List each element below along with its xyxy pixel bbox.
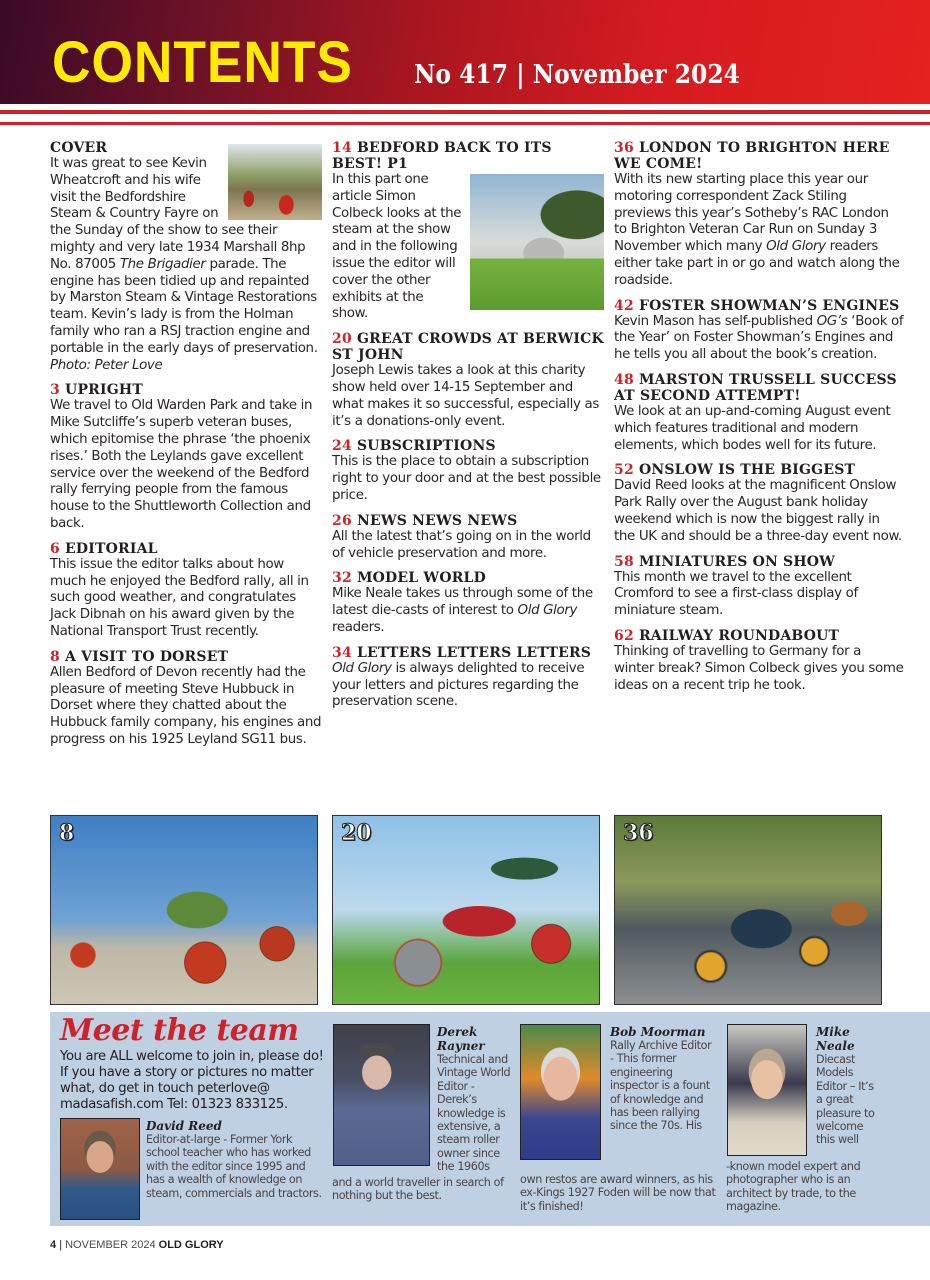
page-number: 20 xyxy=(332,331,352,348)
contents-entry-bedford[interactable] xyxy=(332,140,604,323)
photo-page-label: 8 xyxy=(59,820,75,846)
entry-heading xyxy=(614,462,904,478)
page-number: 26 xyxy=(332,512,352,529)
entry-heading xyxy=(332,513,604,529)
contents-entry-subscriptions[interactable] xyxy=(332,438,604,504)
contents-column-1 xyxy=(50,140,322,757)
avatar-mike-neale xyxy=(727,1024,807,1156)
entry-text: readers either take part in or go and watch along the roadside. xyxy=(614,239,900,288)
contents-entry-miniatures[interactable] xyxy=(614,554,904,620)
entry-text: parade. The engine has been tidied up and repainted by Marston Steam & Vintage Restorations team. Kevin’s lady is from the Holman family who ran a RSJ traction engine and portable in the early days of preservation. xyxy=(50,256,318,356)
steam-roller-thumbnail xyxy=(470,174,604,310)
entry-body xyxy=(332,586,604,636)
member-name: Bob Moorman xyxy=(610,1025,706,1039)
issue-label: No 417 | November 2024 xyxy=(414,60,740,90)
entry-title: NEWS NEWS NEWS xyxy=(356,512,518,529)
contents-entry-railway[interactable] xyxy=(614,628,904,694)
entry-title: SUBSCRIPTIONS xyxy=(356,438,496,455)
entry-text: ‘Book of the Year’ on Foster Showman’s Engines and he tells you all about the book’s creation. xyxy=(614,313,904,363)
entry-text: Mike Neale takes us through some of the latest die-casts of interest to xyxy=(332,586,593,619)
contents-entry-upright[interactable] xyxy=(50,382,322,532)
photo-steam-roller[interactable] xyxy=(332,815,600,1005)
entry-heading xyxy=(332,645,604,661)
team-heading: Meet the team xyxy=(60,1013,299,1048)
entry-body: We look at an up-and-coming August event which features traditional and modern elements, which bodes well for its future. xyxy=(614,403,891,453)
member-name: Derek Rayner xyxy=(437,1025,485,1053)
page-number: 52 xyxy=(614,462,634,479)
entry-body: All the latest that’s going on in the world of vehicle preservation and more. xyxy=(332,528,591,561)
entry-title: EDITORIAL xyxy=(65,540,158,557)
contents-entry-news[interactable] xyxy=(332,513,604,563)
entry-text-italic: Old Glory xyxy=(332,660,392,676)
photo-page-label: 36 xyxy=(623,820,654,846)
contents-entry-cover[interactable] xyxy=(50,140,322,374)
footer-separator: | xyxy=(59,1239,63,1251)
member-bio-continued: -known model expert and photographer who is an architect by trade, to the magazine. xyxy=(726,1160,861,1214)
entry-title: FOSTER SHOWMAN’S ENGINES xyxy=(638,297,900,314)
footer-page-number: 4 xyxy=(50,1239,57,1251)
entry-title: GREAT CROWDS AT BERWICK ST JOHN xyxy=(332,331,604,364)
entry-text: readers. xyxy=(332,619,385,635)
entry-text-italic: Old Glory xyxy=(517,603,578,619)
entry-body: We travel to Old Warden Park and take in Mike Sutcliffe’s superb veteran buses, which epitomise the phrase ‘the phoenix rises.’ Both the Leylands gave excellent service over the weekend of the Bedford rally ferrying people from the famous house to the Shuttleworth Collection and back. xyxy=(50,398,313,531)
member-name: Mike Neale xyxy=(816,1025,855,1053)
contents-column-3 xyxy=(614,140,904,702)
entry-body xyxy=(614,314,904,364)
entry-title: MINIATURES ON SHOW xyxy=(638,553,836,570)
page-number: 6 xyxy=(50,540,60,557)
contents-entry-marston[interactable] xyxy=(614,372,904,454)
team-intro: You are ALL welcome to join in, please do! If you have a story or pictures no matter what, do get in touch peterlove@ madasafish.com Tel: 01323 833125. xyxy=(60,1049,324,1112)
page-number: 8 xyxy=(50,648,60,665)
entry-title: MODEL WORLD xyxy=(356,570,486,587)
entry-heading xyxy=(50,541,322,557)
header-banner xyxy=(0,0,930,104)
contents-entry-berwick[interactable] xyxy=(332,331,604,430)
photo-veteran-car[interactable] xyxy=(614,815,882,1005)
contents-entry-dorset[interactable] xyxy=(50,649,322,749)
member-bio-continued: and a world traveller in search of nothing but the best. xyxy=(332,1176,504,1203)
entry-heading xyxy=(332,140,604,172)
photo-page-label: 20 xyxy=(341,820,372,846)
member-bio: Editor-at-large - Former York school teacher who has worked with the editor since 1995 and has a wealth of knowledge on steam, commercials and tractors. xyxy=(146,1133,322,1200)
contents-entry-letters[interactable] xyxy=(332,645,604,711)
entry-body xyxy=(614,172,904,290)
page-number: 24 xyxy=(332,438,352,455)
entry-title: RAILWAY ROUNDABOUT xyxy=(638,627,840,644)
cover-engine-thumbnail xyxy=(228,144,322,220)
entry-title: MARSTON TRUSSELL SUCCESS AT SECOND ATTEMPT! xyxy=(614,371,897,404)
page-number: 42 xyxy=(614,297,634,314)
entry-title: LONDON TO BRIGHTON HERE WE COME! xyxy=(614,140,890,172)
entry-heading xyxy=(50,382,322,398)
entry-heading xyxy=(332,331,604,363)
page-title: CONTENTS xyxy=(52,30,353,95)
avatar-derek-rayner xyxy=(333,1024,430,1166)
contents-column-2 xyxy=(332,140,604,719)
entry-body: Thinking of travelling to Germany for a winter break? Simon Colbeck gives you some ideas on a recent trip he took. xyxy=(614,643,904,693)
meet-the-team-panel xyxy=(50,1012,930,1226)
page-number: 32 xyxy=(332,570,352,587)
page-number: 62 xyxy=(614,627,634,644)
header-divider-bottom xyxy=(0,122,930,125)
entry-body: This month we travel to the excellent Cromford to see a first-class display of miniature steam. xyxy=(614,569,858,619)
page-number: 58 xyxy=(614,553,634,570)
entry-heading xyxy=(50,649,322,665)
footer-magazine-name: OLD GLORY xyxy=(158,1239,224,1251)
photo-credit: Photo: Peter Love xyxy=(50,357,163,373)
entry-body: This is the place to obtain a subscription right to your door and at the best possible price. xyxy=(332,454,601,503)
entry-title: UPRIGHT xyxy=(65,382,143,399)
entry-heading xyxy=(614,628,904,644)
entry-body: David Reed looks at the magnificent Onslow Park Rally over the August bank holiday weekend which is now the biggest rally in the UK and should be a three-day event now. xyxy=(614,478,902,544)
page-number: 3 xyxy=(50,382,60,399)
entry-body: Joseph Lewis takes a look at this charity show held over 14-15 September and what makes it so successful, especially as it’s a donations-only event. xyxy=(332,363,599,429)
entry-text: It was great to see Kevin Wheatcroft and his wife visit the Bedfordshire Steam & Country Fayre on the Sunday of the show to see their mighty and very late 1934 Marshall 8hp No. 87005 xyxy=(50,156,306,272)
entry-text: Kevin Mason has self-published xyxy=(614,313,817,329)
entry-title: LETTERS LETTERS LETTERS xyxy=(356,644,592,661)
member-bio-continued: own restos are award winners, as his ex-Kings 1927 Foden will be now that it’s finished! xyxy=(520,1173,716,1213)
entry-body: Allen Bedford of Devon recently had the pleasure of meeting Steve Hubbuck in Dorset where they chatted about the Hubbuck family company, his engines and progress on his 1925 Leyland SG11 bus. xyxy=(50,664,322,747)
entry-title: COVER xyxy=(50,140,108,156)
entry-text: is always delighted to receive your letters and pictures regarding the preservation scene. xyxy=(332,660,585,710)
entry-text: In this part one article Simon Colbeck looks at the steam at the show and in the following issue the editor will cover the other exhibits at the show. xyxy=(332,172,462,322)
entry-heading xyxy=(614,298,904,314)
entry-text: With its new starting place this year our motoring correspondent Zack Stiling previews this year’s Sotheby’s RAC London to Brighton Veteran Car Run on Sunday 3 November which many xyxy=(614,172,889,255)
avatar-bob-moorman xyxy=(520,1024,601,1160)
header-divider-top xyxy=(0,110,930,114)
entry-title: A VISIT TO DORSET xyxy=(65,648,229,665)
member-bio: Rally Archive Editor - This former engineering inspector is a fount of knowledge and has been rallying since the 70s. His xyxy=(610,1039,712,1133)
member-bio: Technical and Vintage World Editor - Derek’s knowledge is extensive, a steam roller owner since the 1960s xyxy=(437,1053,511,1174)
entry-text-italic: The Brigadier xyxy=(119,256,206,272)
page-number: 14 xyxy=(332,140,352,156)
contents-entry-onslow[interactable] xyxy=(614,462,904,545)
entry-heading xyxy=(332,570,604,586)
page-footer xyxy=(50,1239,224,1251)
member-bio: Diecast Models Editor – It’s a great pleasure to welcome this well xyxy=(816,1053,875,1147)
entry-text-italic: Old Glory xyxy=(766,239,826,255)
page-number: 48 xyxy=(614,371,634,388)
entry-body xyxy=(332,661,604,711)
entry-title: BEDFORD BACK TO ITS BEST! P1 xyxy=(332,140,552,172)
contents-entry-editorial[interactable] xyxy=(50,541,322,641)
entry-body xyxy=(50,156,322,374)
entry-heading xyxy=(614,140,904,172)
contents-entry-london-brighton[interactable] xyxy=(614,140,904,290)
entry-body xyxy=(332,172,604,323)
footer-date: NOVEMBER 2024 xyxy=(65,1239,156,1251)
contents-entry-model-world[interactable] xyxy=(332,570,604,636)
entry-heading xyxy=(332,438,604,454)
page-number: 34 xyxy=(332,644,352,661)
entry-text-italic: OG’s xyxy=(816,313,848,329)
member-name: David Reed xyxy=(146,1119,222,1133)
entry-title: ONSLOW IS THE BIGGEST xyxy=(638,462,856,479)
entry-body: This issue the editor talks about how much he enjoyed the Bedford rally, all in such good weather, and congratulates Jack Dibnah on his award given by the National Transport Trust recently. xyxy=(50,556,309,639)
contents-entry-foster[interactable] xyxy=(614,298,904,364)
photo-traction-engine[interactable] xyxy=(50,815,318,1005)
avatar-david-reed xyxy=(60,1118,140,1220)
entry-heading xyxy=(614,554,904,570)
page-number: 36 xyxy=(614,140,634,156)
entry-heading xyxy=(614,372,904,404)
